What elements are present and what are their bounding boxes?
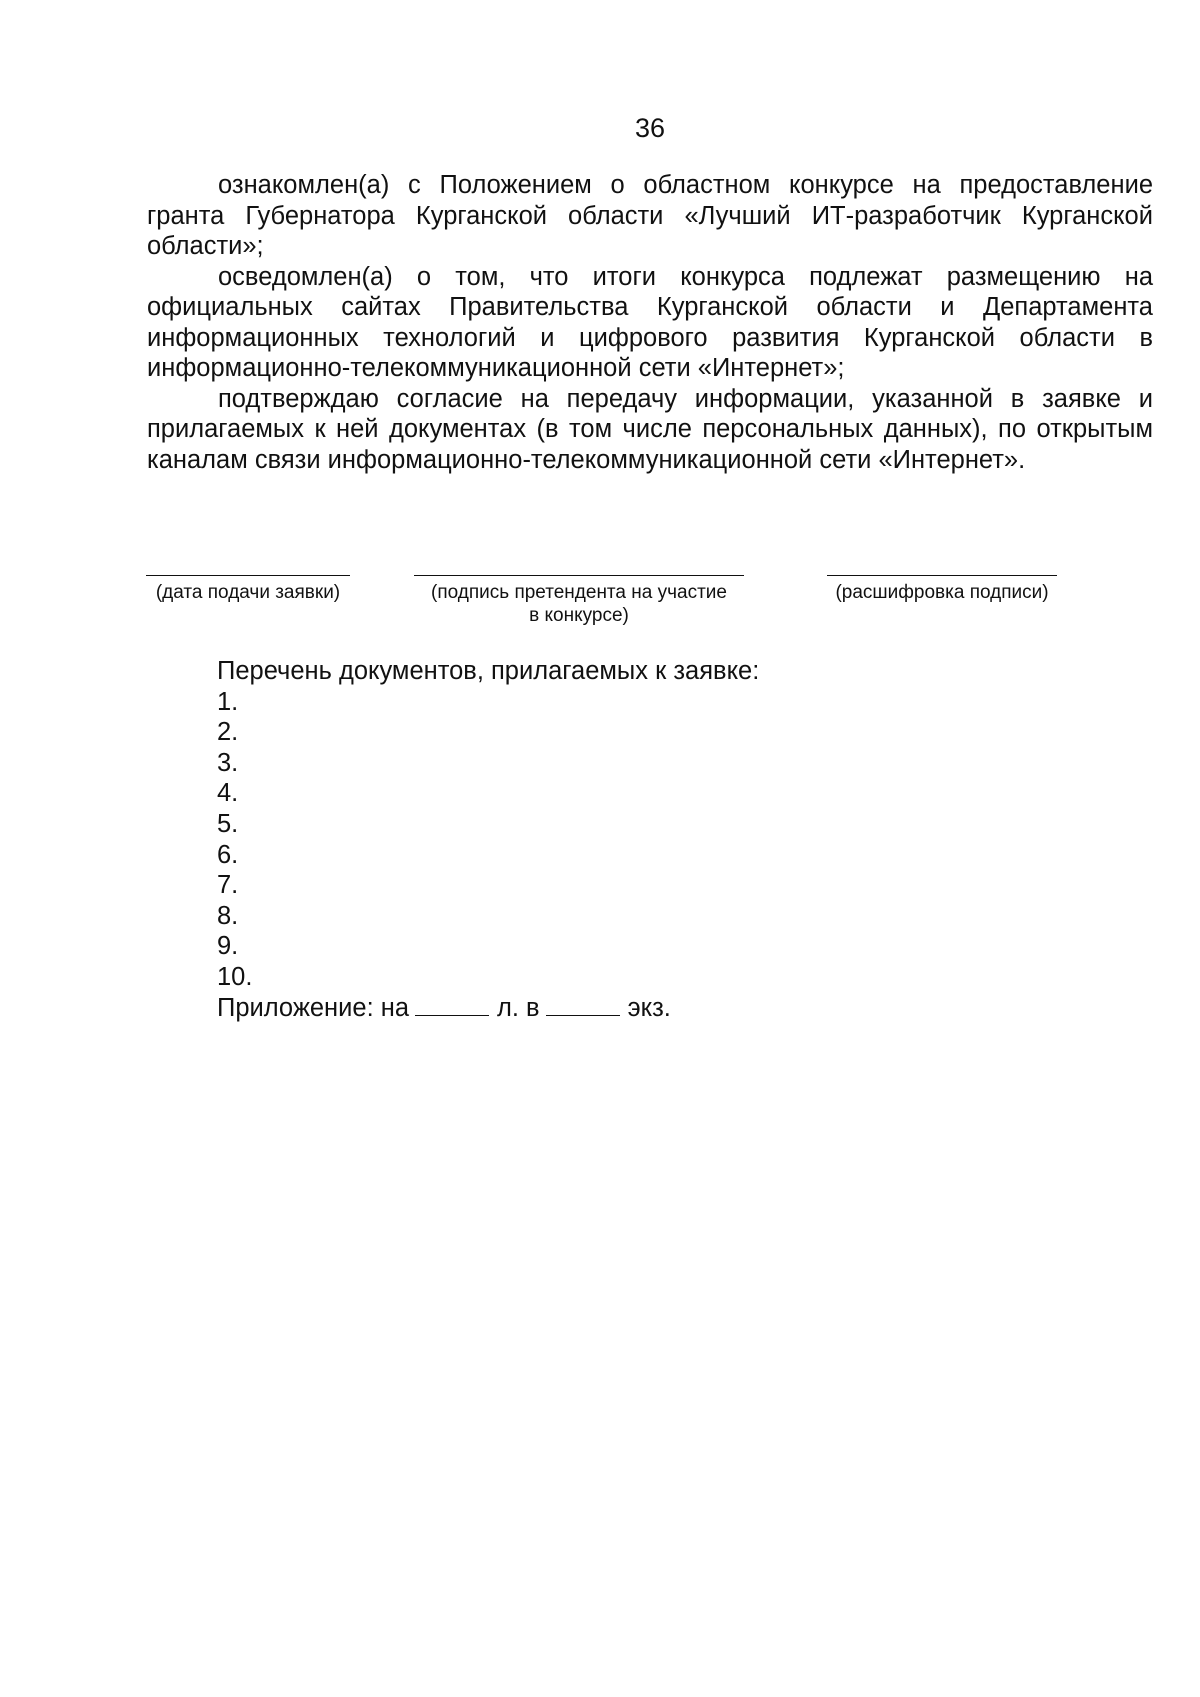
signature-field [414,575,744,627]
document-list-item: 10. [217,962,253,991]
signature-decode-blank-line[interactable] [827,575,1057,576]
document-list-item: 2. [217,718,239,747]
appendix-middle: л. в [497,993,540,1022]
date-blank-line[interactable] [146,575,350,576]
document-list [217,656,759,1023]
copy-count-blank[interactable] [546,995,620,1016]
document-list-item: 3. [217,748,239,777]
date-field [146,575,350,604]
signature-caption [414,581,744,627]
document-list-item: 8. [217,901,239,930]
paragraph-informed: осведомлен(а) о том, что итоги конкурса подлежат размещению на официальных сайтах Правительства Курганской области и Департамента информационных технологий и цифрового развития Курганской области в информационно-телекоммуникационной сети «Интернет»; [147,262,1153,382]
document-list-item: 7. [217,871,239,900]
page-number: 36 [634,113,666,143]
appendix-prefix: Приложение: на [217,993,409,1022]
signature-caption-line-1: (подпись претендента на участие [431,582,727,603]
document-list-item: 4. [217,779,239,808]
sheet-count-blank[interactable] [415,995,489,1016]
document-list-item: 5. [217,809,239,838]
paragraph-acknowledged: ознакомлен(а) с Положением о областном конкурсе на предоставление гранта Губернатора Курганской области «Лучший ИТ-разработчик Курганской области»; [147,171,1153,260]
signature-decode-field [827,575,1057,604]
document-list-item: 9. [217,932,239,961]
appendix-line [217,993,759,1024]
signature-decode-caption: (расшифровка подписи) [835,582,1049,603]
consent-text [147,170,1153,475]
signature-caption-line-2: в конкурсе) [529,605,629,626]
document-list-item: 1. [217,687,239,716]
paragraph-consent: подтверждаю согласие на передачу информации, указанной в заявке и прилагаемых к ней документах (в том числе персональных данных), по открытым каналам связи информационно-телекоммуникационной сети «Интернет». [147,384,1153,474]
document-list-heading: Перечень документов, прилагаемых к заявке: [217,657,760,685]
signature-blank-line[interactable] [414,575,744,576]
appendix-suffix: экз. [627,993,671,1022]
document-list-item: 6. [217,840,239,869]
date-caption: (дата подачи заявки) [155,582,341,603]
